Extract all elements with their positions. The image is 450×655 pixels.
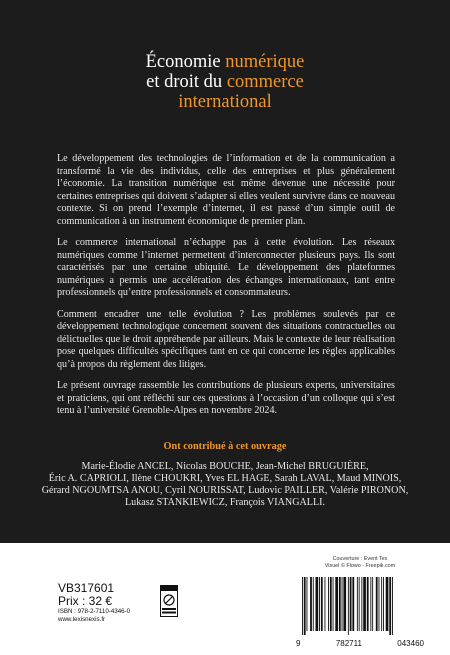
barcode-digit-group: 043460 bbox=[397, 639, 424, 648]
book-title bbox=[0, 52, 450, 112]
reference-code: VB317601 bbox=[58, 581, 115, 595]
barcode-bar bbox=[319, 577, 320, 631]
contributors-line: Marie-Élodie ANCEL, Nicolas BOUCHE, Jean-Michel BRUGUIÈRE, bbox=[81, 461, 369, 472]
barcode-bar bbox=[350, 577, 352, 631]
title-line-1 bbox=[0, 52, 450, 72]
barcode-bar bbox=[392, 577, 393, 635]
barcode-bar bbox=[376, 577, 378, 631]
barcode-bar bbox=[389, 577, 391, 635]
barcode-bar bbox=[313, 577, 314, 631]
barcode-bar bbox=[379, 577, 380, 631]
barcode-bar bbox=[307, 577, 308, 631]
website: www.lexisnexis.fr bbox=[58, 615, 106, 623]
back-cover-summary bbox=[57, 153, 395, 427]
barcode-bar bbox=[383, 577, 384, 631]
contributors-line: Éric A. CAPRIOLI, Ilène CHOUKRI, Yves EL HAGE, Sarah LAVAL, Maud MINOIS, bbox=[48, 473, 402, 484]
barcode-bar bbox=[310, 577, 312, 631]
barcode-bar bbox=[304, 577, 306, 635]
barcode-bar bbox=[381, 577, 382, 631]
barcode-bar bbox=[386, 577, 389, 631]
title-line-3: international bbox=[178, 92, 272, 112]
barcode-bar bbox=[367, 577, 369, 631]
barcode-bar bbox=[361, 577, 362, 631]
contributors-line: Gérard NGOUMTSA ANOU, Cyril NOURISSAT, Ludovic PAILLER, Valérie PIRONON, bbox=[41, 485, 409, 496]
barcode-digit-group: 9 bbox=[296, 639, 301, 648]
barcode-bar bbox=[343, 577, 346, 631]
title-highlight: numérique bbox=[225, 52, 305, 72]
contributors-heading: Ont contribué à cet ouvrage bbox=[163, 441, 287, 452]
barcode-bar bbox=[357, 577, 358, 631]
barcode-bar bbox=[325, 577, 326, 631]
title-highlight: commerce bbox=[226, 72, 304, 92]
contributors-line: Lukasz STANKIEWICZ, François VIANGALLI. bbox=[125, 497, 325, 508]
barcode-bar bbox=[335, 577, 338, 631]
summary-paragraph: Le présent ouvrage rassemble les contributions de plusieurs experts, universitaires et praticiens, qui ont réfléchi sur ces questions à l’occasion d’un colloque qui s’est tenu à l’université Grenoble-Alpes en novembre 2024. bbox=[57, 380, 395, 416]
barcode-bar bbox=[363, 577, 366, 631]
barcode-bar bbox=[352, 577, 354, 631]
summary-paragraph: Le commerce international n’échappe pas à cette évolution. Les réseaux numériques comme l’internet permettent d’interconnecter plusieurs pays. Ils sont caractérisés par une certaine ubiquité. Le développement des plateformes numériques a permis une accélération des échanges internationaux, tant entre professionnels qu’entre professionnels et consommateurs. bbox=[57, 237, 395, 298]
title-line-2 bbox=[0, 72, 450, 92]
barcode-bar bbox=[321, 577, 323, 631]
barcode-bar bbox=[370, 577, 371, 631]
barcode-bar bbox=[330, 577, 332, 631]
cover-credits bbox=[300, 556, 420, 570]
contributors-list bbox=[0, 461, 450, 509]
barcode-bar bbox=[328, 577, 329, 631]
barcode-bar bbox=[348, 577, 349, 635]
barcode-bar bbox=[339, 577, 341, 631]
photocopy-warning-logo-icon bbox=[160, 585, 178, 617]
credit-line: Couverture : Event Tex bbox=[332, 556, 388, 562]
summary-paragraph: Comment encadrer une telle évolution ? Les problèmes soulevés par ce développement technologique concernent souvent des situations contractuelles ou délictuelles que le droit appréhende par ailleurs. Mais le contexte de leur réalisation pose quelques difficultés spécifiques tant en ce qui concerne les règles applicables qu’à propos du règlement des litiges. bbox=[57, 308, 395, 370]
summary-paragraph: Le développement des technologies de l’information et de la communication a transformé la vie des individus, celle des entreprises et plus généralement l’économie. La transition numérique est même devenue une nécessité pour certaines entreprises qui doivent s’adapter si elles veulent survivre dans ce nouveau contexte. Si on prend l’exemple d’internet, il est passé d’un simple outil de communication à un instrument économique de premier plan. bbox=[57, 153, 395, 227]
barcode-digits bbox=[296, 639, 424, 648]
barcode-bar bbox=[359, 577, 360, 631]
barcode-bar bbox=[342, 577, 343, 631]
price: Prix : 32 € bbox=[58, 594, 113, 608]
barcode-bar bbox=[333, 577, 334, 631]
barcode-bar bbox=[302, 577, 303, 635]
barcode-bar bbox=[372, 577, 373, 631]
barcode-bar bbox=[316, 577, 319, 631]
barcode-digit-group: 782711 bbox=[335, 639, 362, 648]
credit-line: Visuel © Flowo - Freepik.com bbox=[324, 563, 396, 569]
isbn-barcode bbox=[296, 577, 424, 635]
publisher-info bbox=[58, 582, 130, 623]
title-text: Économie bbox=[145, 52, 226, 72]
title-text: et droit du bbox=[146, 72, 227, 92]
isbn: ISBN : 978-2-7110-4346-0 bbox=[58, 608, 131, 615]
